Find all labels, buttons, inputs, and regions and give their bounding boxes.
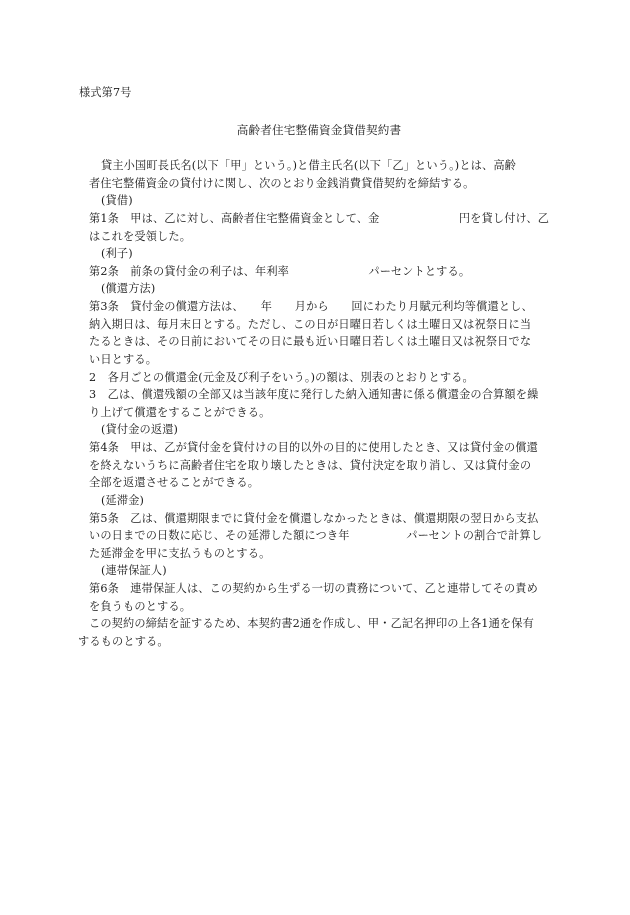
article-line: 第6条 連帯保証人は、この契約から生ずる一切の責務について、乙と連帯してその責め [89,582,538,595]
article-line: た延滞金を甲に支払うものとする。 [89,547,271,560]
article-line: を負うものとする。 [89,600,192,613]
article-line: はこれを受領した。 [89,230,192,243]
article-line: い日とする。 [89,353,158,366]
article-line: 第5条 乙は、償還期限までに貸付金を償還しなかったときは、償還期限の翌日から支払 [89,512,539,525]
form-number: 様式第7号 [79,86,132,99]
article-line: 3 乙は、償還残額の全部又は当該年度に発行した納入通知書に係る償還金の合算額を繰 [89,388,539,401]
article-line: 第4条 甲は、乙が貸付金を貸付けの目的以外の目的に使用したとき、又は貸付金の償還 [89,441,538,454]
article-caption: (償還方法) [101,282,156,295]
article-line: 2 各月ごとの償還金(元金及び利子をいう。)の額は、別表のとおりとする。 [89,371,474,384]
article-line: り上げて償還をすることができる。 [89,406,271,419]
article-line: 全部を返還させることができる。 [89,476,260,489]
paragraph-line: 者住宅整備資金の貸付けに関し、次のとおり金銭消費貸借契約を締結する。 [89,177,475,190]
article-caption: (連帯保証人) [101,564,167,577]
article-caption: (貸借) [101,194,133,207]
article-line: いの日までの日数に応じ、その延滞した額につき年 パーセントの割合で計算し [89,529,543,542]
article-caption: (利子) [101,247,133,260]
article-line: を終えないうちに高齢者住宅を取り壊したときは、貸付決定を取り消し、又は貸付金の [89,459,532,472]
article-line: 納入期日は、毎月末日とする。ただし、この日が日曜日若しくは土曜日又は祝祭日に当 [89,318,532,331]
article-line: 第3条 貸付金の償還方法は、 年 月から 回にわたり月賦元利均等償還とし、 [89,300,533,313]
paragraph-line: 貸主小国町長氏名(以下「甲」という。)と借主氏名(以下「乙」という。)とは、高齢 [101,159,517,172]
document-title: 高齢者住宅整備資金貸借契約書 [236,123,402,137]
paragraph-line: するものとする。 [78,635,169,648]
article-caption: (貸付金の返還) [101,423,179,436]
article-caption: (延滞金) [101,494,145,507]
paragraph-line: この契約の締結を証するため、本契約書2通を作成し、甲・乙記名押印の上各1通を保有 [89,617,534,630]
article-line: 第1条 甲は、乙に対し、高齢者住宅整備資金として、金 円を貸し付け、乙 [89,212,550,225]
article-line: たるときは、その日前においてその日に最も近い日曜日若しくは土曜日又は祝祭日でな [89,335,532,348]
article-line: 第2条 前条の貸付金の利子は、年利率 パーセントとする。 [89,265,471,278]
